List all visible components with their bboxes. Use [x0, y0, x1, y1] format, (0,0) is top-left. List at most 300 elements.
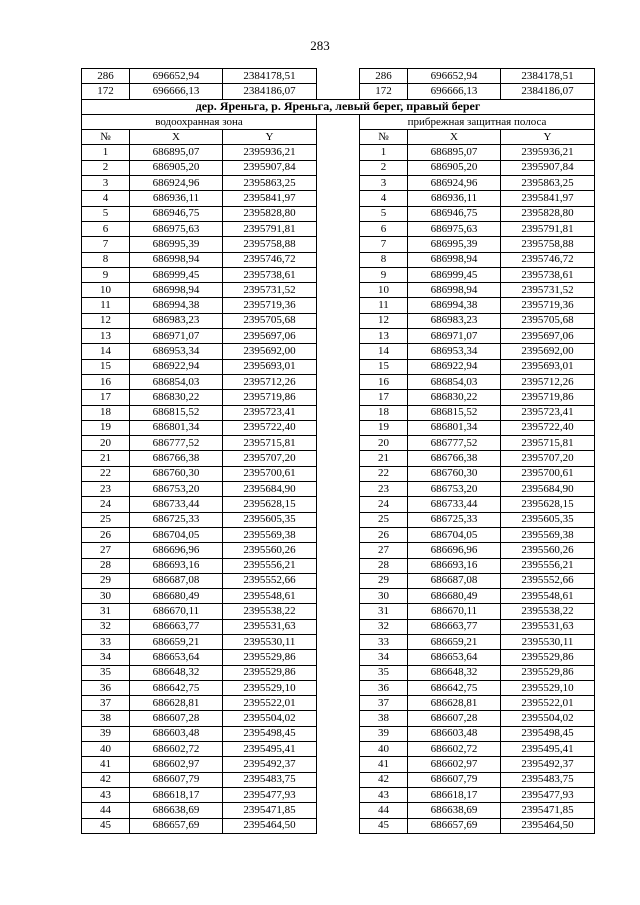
right-num-cell: 24 — [360, 497, 408, 512]
right-num-cell: 39 — [360, 726, 408, 741]
right-y-cell: 2395560,26 — [501, 543, 595, 558]
left-x-cell: 686725,33 — [130, 512, 223, 527]
table-row — [82, 451, 595, 466]
right-y-cell: 2395529,86 — [501, 650, 595, 665]
right-x-cell: 686922,94 — [408, 359, 501, 374]
left-num-cell: 44 — [82, 803, 130, 818]
right-y-cell: 2395692,00 — [501, 344, 595, 359]
right-y-cell: 2395530,11 — [501, 634, 595, 649]
table-row — [82, 696, 595, 711]
left-x-cell: 686680,49 — [130, 589, 223, 604]
column-gap — [317, 803, 360, 818]
table-row — [82, 665, 595, 680]
left-x-cell: 686603,48 — [130, 726, 223, 741]
column-gap — [317, 711, 360, 726]
column-gap — [317, 191, 360, 206]
right-y-cell: 2395471,85 — [501, 803, 595, 818]
left-x-cell: 686638,69 — [130, 803, 223, 818]
right-num-cell: 41 — [360, 757, 408, 772]
right-y-cell: 2395498,45 — [501, 726, 595, 741]
column-gap — [317, 665, 360, 680]
right-num-cell: 11 — [360, 298, 408, 313]
left-y-cell: 2395530,11 — [223, 634, 317, 649]
right-num-cell: 172 — [360, 84, 408, 99]
table-row — [82, 726, 595, 741]
left-x-cell: 686659,21 — [130, 634, 223, 649]
right-num-cell: 16 — [360, 374, 408, 389]
left-y-cell: 2395556,21 — [223, 558, 317, 573]
right-num-cell: 34 — [360, 650, 408, 665]
left-x-cell: 686607,79 — [130, 772, 223, 787]
column-gap — [317, 558, 360, 573]
column-gap — [317, 69, 360, 84]
right-y-cell: 2395907,84 — [501, 160, 595, 175]
left-y-cell: 2395477,93 — [223, 787, 317, 802]
column-gap — [317, 114, 360, 129]
right-x-cell: 686998,94 — [408, 283, 501, 298]
left-num-cell: 7 — [82, 237, 130, 252]
right-y-cell: 2395705,68 — [501, 313, 595, 328]
right-y-cell: 2395863,25 — [501, 176, 595, 191]
left-y-cell: 2395722,40 — [223, 420, 317, 435]
right-y-cell: 2395531,63 — [501, 619, 595, 634]
right-y-cell: 2384186,07 — [501, 84, 595, 99]
left-y-cell: 2395719,86 — [223, 390, 317, 405]
right-num-cell: 18 — [360, 405, 408, 420]
table-row — [82, 237, 595, 252]
left-num-cell: 6 — [82, 221, 130, 236]
right-num-cell: 14 — [360, 344, 408, 359]
left-num-cell: 5 — [82, 206, 130, 221]
left-y-cell: 2395731,52 — [223, 283, 317, 298]
left-y-cell: 2395538,22 — [223, 604, 317, 619]
table-row — [82, 742, 595, 757]
left-y-cell: 2395522,01 — [223, 696, 317, 711]
column-gap — [317, 313, 360, 328]
right-num-cell: 15 — [360, 359, 408, 374]
left-y-cell: 2395548,61 — [223, 589, 317, 604]
right-x-cell: 686663,77 — [408, 619, 501, 634]
section-title: дер. Яреньга, р. Яреньга, левый берег, правый берег — [82, 99, 595, 114]
right-num-cell: 35 — [360, 665, 408, 680]
table-row — [82, 573, 595, 588]
left-y-cell: 2395719,36 — [223, 298, 317, 313]
left-num-cell: 18 — [82, 405, 130, 420]
left-x-cell: 686704,05 — [130, 527, 223, 542]
column-gap — [317, 680, 360, 695]
table-row — [82, 527, 595, 542]
left-y-cell: 2395560,26 — [223, 543, 317, 558]
left-x-cell: 686663,77 — [130, 619, 223, 634]
right-num-cell: 3 — [360, 176, 408, 191]
column-gap — [317, 604, 360, 619]
left-num-header: № — [82, 130, 130, 145]
left-x-cell: 696666,13 — [130, 84, 223, 99]
right-num-cell: 17 — [360, 390, 408, 405]
table-row — [82, 359, 595, 374]
left-num-cell: 3 — [82, 176, 130, 191]
right-x-cell: 686995,39 — [408, 237, 501, 252]
left-y-cell: 2395907,84 — [223, 160, 317, 175]
section-title-row — [82, 99, 595, 114]
right-x-cell: 686766,38 — [408, 451, 501, 466]
column-gap — [317, 451, 360, 466]
right-x-cell: 686642,75 — [408, 680, 501, 695]
right-x-cell: 686777,52 — [408, 436, 501, 451]
left-y-cell: 2395758,88 — [223, 237, 317, 252]
left-x-cell: 686924,96 — [130, 176, 223, 191]
left-zone-title: водоохранная зона — [82, 114, 317, 129]
right-x-cell: 696666,13 — [408, 84, 501, 99]
left-y-cell: 2395707,20 — [223, 451, 317, 466]
column-gap — [317, 757, 360, 772]
right-x-cell: 686693,16 — [408, 558, 501, 573]
left-x-cell: 686648,32 — [130, 665, 223, 680]
left-x-cell: 686999,45 — [130, 267, 223, 282]
right-num-cell: 9 — [360, 267, 408, 282]
left-num-cell: 16 — [82, 374, 130, 389]
right-num-cell: 1 — [360, 145, 408, 160]
column-gap — [317, 420, 360, 435]
left-num-cell: 10 — [82, 283, 130, 298]
left-x-cell: 686854,03 — [130, 374, 223, 389]
right-y-cell: 2395707,20 — [501, 451, 595, 466]
left-num-cell: 33 — [82, 634, 130, 649]
left-y-cell: 2395569,38 — [223, 527, 317, 542]
left-x-cell: 686657,69 — [130, 818, 223, 833]
table-row — [82, 589, 595, 604]
right-num-cell: 12 — [360, 313, 408, 328]
column-gap — [317, 482, 360, 497]
right-x-cell: 686603,48 — [408, 726, 501, 741]
left-x-cell: 686946,75 — [130, 206, 223, 221]
column-gap — [317, 237, 360, 252]
coordinates-table — [81, 68, 595, 834]
right-x-cell: 686696,96 — [408, 543, 501, 558]
right-y-cell: 2395477,93 — [501, 787, 595, 802]
right-x-cell: 696652,94 — [408, 69, 501, 84]
table-row — [82, 436, 595, 451]
left-y-cell: 2395791,81 — [223, 221, 317, 236]
left-num-cell: 42 — [82, 772, 130, 787]
right-num-cell: 33 — [360, 634, 408, 649]
left-y-cell: 2395552,66 — [223, 573, 317, 588]
left-y-cell: 2395495,41 — [223, 742, 317, 757]
column-gap — [317, 650, 360, 665]
right-y-cell: 2395693,01 — [501, 359, 595, 374]
left-x-cell: 686693,16 — [130, 558, 223, 573]
left-num-cell: 40 — [82, 742, 130, 757]
left-x-cell: 696652,94 — [130, 69, 223, 84]
left-x-cell: 686995,39 — [130, 237, 223, 252]
left-y-cell: 2395746,72 — [223, 252, 317, 267]
right-num-cell: 5 — [360, 206, 408, 221]
left-num-cell: 13 — [82, 329, 130, 344]
column-gap — [317, 466, 360, 481]
right-x-cell: 686602,72 — [408, 742, 501, 757]
left-num-cell: 20 — [82, 436, 130, 451]
right-y-cell: 2395483,75 — [501, 772, 595, 787]
right-y-cell: 2395723,41 — [501, 405, 595, 420]
right-num-cell: 26 — [360, 527, 408, 542]
table-row — [82, 313, 595, 328]
left-num-cell: 172 — [82, 84, 130, 99]
right-x-cell: 686680,49 — [408, 589, 501, 604]
right-y-cell: 2395841,97 — [501, 191, 595, 206]
table-row — [82, 329, 595, 344]
left-num-cell: 37 — [82, 696, 130, 711]
left-num-cell: 21 — [82, 451, 130, 466]
left-y-cell: 2395504,02 — [223, 711, 317, 726]
right-x-cell: 686628,81 — [408, 696, 501, 711]
left-y-cell: 2395529,86 — [223, 650, 317, 665]
table-row — [82, 390, 595, 405]
table-row — [82, 604, 595, 619]
right-x-cell: 686607,79 — [408, 772, 501, 787]
left-num-cell: 25 — [82, 512, 130, 527]
left-x-cell: 686753,20 — [130, 482, 223, 497]
right-x-cell: 686657,69 — [408, 818, 501, 833]
left-x-cell: 686801,34 — [130, 420, 223, 435]
table-row — [82, 803, 595, 818]
left-num-cell: 286 — [82, 69, 130, 84]
table-row — [82, 69, 595, 84]
left-y-cell: 2384186,07 — [223, 84, 317, 99]
column-gap — [317, 436, 360, 451]
right-x-cell: 686648,32 — [408, 665, 501, 680]
right-num-cell: 29 — [360, 573, 408, 588]
right-x-cell: 686687,08 — [408, 573, 501, 588]
column-header-row — [82, 130, 595, 145]
right-x-cell: 686704,05 — [408, 527, 501, 542]
right-num-cell: 23 — [360, 482, 408, 497]
left-y-header: Y — [223, 130, 317, 145]
right-x-cell: 686983,23 — [408, 313, 501, 328]
table-row — [82, 221, 595, 236]
left-x-cell: 686998,94 — [130, 252, 223, 267]
left-x-cell: 686994,38 — [130, 298, 223, 313]
right-y-cell: 2395529,10 — [501, 680, 595, 695]
left-y-cell: 2395715,81 — [223, 436, 317, 451]
left-x-cell: 686953,34 — [130, 344, 223, 359]
left-x-cell: 686696,96 — [130, 543, 223, 558]
right-y-cell: 2395529,86 — [501, 665, 595, 680]
left-y-cell: 2395692,00 — [223, 344, 317, 359]
left-x-cell: 686998,94 — [130, 283, 223, 298]
right-num-cell: 22 — [360, 466, 408, 481]
left-x-cell: 686830,22 — [130, 390, 223, 405]
left-y-cell: 2395684,90 — [223, 482, 317, 497]
right-x-cell: 686815,52 — [408, 405, 501, 420]
left-num-cell: 38 — [82, 711, 130, 726]
right-num-cell: 25 — [360, 512, 408, 527]
left-y-cell: 2384178,51 — [223, 69, 317, 84]
right-x-cell: 686638,69 — [408, 803, 501, 818]
left-num-cell: 32 — [82, 619, 130, 634]
column-gap — [317, 283, 360, 298]
right-num-cell: 31 — [360, 604, 408, 619]
column-gap — [317, 344, 360, 359]
right-y-cell: 2395722,40 — [501, 420, 595, 435]
right-x-cell: 686659,21 — [408, 634, 501, 649]
left-x-cell: 686975,63 — [130, 221, 223, 236]
right-num-cell: 19 — [360, 420, 408, 435]
table-row — [82, 176, 595, 191]
right-num-cell: 45 — [360, 818, 408, 833]
left-x-cell: 686618,17 — [130, 787, 223, 802]
left-y-cell: 2395492,37 — [223, 757, 317, 772]
left-x-cell: 686815,52 — [130, 405, 223, 420]
right-num-cell: 10 — [360, 283, 408, 298]
left-x-cell: 686628,81 — [130, 696, 223, 711]
table-row — [82, 298, 595, 313]
right-num-cell: 27 — [360, 543, 408, 558]
right-num-cell: 40 — [360, 742, 408, 757]
page-number: 283 — [310, 38, 330, 53]
table-row — [82, 558, 595, 573]
right-y-cell: 2395522,01 — [501, 696, 595, 711]
right-num-cell: 6 — [360, 221, 408, 236]
column-gap — [317, 497, 360, 512]
left-y-cell: 2395828,80 — [223, 206, 317, 221]
right-y-cell: 2395746,72 — [501, 252, 595, 267]
right-num-cell: 7 — [360, 237, 408, 252]
coordinates-table-body — [82, 69, 595, 834]
right-y-cell: 2395758,88 — [501, 237, 595, 252]
right-x-cell: 686733,44 — [408, 497, 501, 512]
left-x-cell: 686936,11 — [130, 191, 223, 206]
column-gap — [317, 374, 360, 389]
right-x-cell: 686653,64 — [408, 650, 501, 665]
left-x-cell: 686971,07 — [130, 329, 223, 344]
left-y-cell: 2395628,15 — [223, 497, 317, 512]
right-y-cell: 2395605,35 — [501, 512, 595, 527]
right-y-cell: 2384178,51 — [501, 69, 595, 84]
table-row — [82, 512, 595, 527]
left-x-cell: 686653,64 — [130, 650, 223, 665]
right-x-cell: 686994,38 — [408, 298, 501, 313]
left-num-cell: 30 — [82, 589, 130, 604]
right-num-cell: 28 — [360, 558, 408, 573]
right-x-cell: 686830,22 — [408, 390, 501, 405]
left-num-cell: 27 — [82, 543, 130, 558]
right-y-cell: 2395556,21 — [501, 558, 595, 573]
table-row — [82, 818, 595, 833]
right-x-cell: 686971,07 — [408, 329, 501, 344]
table-row — [82, 482, 595, 497]
left-num-cell: 26 — [82, 527, 130, 542]
left-y-cell: 2395464,50 — [223, 818, 317, 833]
left-num-cell: 8 — [82, 252, 130, 267]
right-x-cell: 686602,97 — [408, 757, 501, 772]
right-num-cell: 13 — [360, 329, 408, 344]
column-gap — [317, 543, 360, 558]
left-num-cell: 11 — [82, 298, 130, 313]
right-x-cell: 686953,34 — [408, 344, 501, 359]
table-row — [82, 405, 595, 420]
right-num-cell: 21 — [360, 451, 408, 466]
column-gap — [317, 390, 360, 405]
left-num-cell: 23 — [82, 482, 130, 497]
column-gap — [317, 512, 360, 527]
right-num-cell: 42 — [360, 772, 408, 787]
column-gap — [317, 787, 360, 802]
left-x-cell: 686733,44 — [130, 497, 223, 512]
left-y-cell: 2395531,63 — [223, 619, 317, 634]
right-y-cell: 2395936,21 — [501, 145, 595, 160]
left-y-cell: 2395705,68 — [223, 313, 317, 328]
left-y-cell: 2395723,41 — [223, 405, 317, 420]
right-y-cell: 2395464,50 — [501, 818, 595, 833]
right-x-header: X — [408, 130, 501, 145]
right-y-cell: 2395791,81 — [501, 221, 595, 236]
table-row — [82, 680, 595, 695]
column-gap — [317, 619, 360, 634]
table-row — [82, 267, 595, 282]
left-num-cell: 12 — [82, 313, 130, 328]
column-gap — [317, 589, 360, 604]
table-row — [82, 497, 595, 512]
left-x-cell: 686922,94 — [130, 359, 223, 374]
column-gap — [317, 221, 360, 236]
table-row — [82, 650, 595, 665]
left-x-cell: 686670,11 — [130, 604, 223, 619]
right-num-cell: 8 — [360, 252, 408, 267]
left-num-cell: 9 — [82, 267, 130, 282]
right-x-cell: 686753,20 — [408, 482, 501, 497]
table-row — [82, 466, 595, 481]
table-row — [82, 344, 595, 359]
right-x-cell: 686895,07 — [408, 145, 501, 160]
column-gap — [317, 267, 360, 282]
left-x-cell: 686687,08 — [130, 573, 223, 588]
table-row — [82, 145, 595, 160]
left-y-cell: 2395863,25 — [223, 176, 317, 191]
left-y-cell: 2395498,45 — [223, 726, 317, 741]
left-x-cell: 686777,52 — [130, 436, 223, 451]
left-num-cell: 45 — [82, 818, 130, 833]
left-x-cell: 686766,38 — [130, 451, 223, 466]
right-y-cell: 2395628,15 — [501, 497, 595, 512]
left-x-cell: 686760,30 — [130, 466, 223, 481]
left-num-cell: 14 — [82, 344, 130, 359]
right-y-cell: 2395548,61 — [501, 589, 595, 604]
column-gap — [317, 742, 360, 757]
column-gap — [317, 359, 360, 374]
right-y-cell: 2395700,61 — [501, 466, 595, 481]
left-y-cell: 2395693,01 — [223, 359, 317, 374]
left-num-cell: 17 — [82, 390, 130, 405]
left-x-header: X — [130, 130, 223, 145]
left-num-cell: 36 — [82, 680, 130, 695]
left-num-cell: 28 — [82, 558, 130, 573]
right-x-cell: 686618,17 — [408, 787, 501, 802]
left-num-cell: 24 — [82, 497, 130, 512]
left-x-cell: 686983,23 — [130, 313, 223, 328]
table-row — [82, 787, 595, 802]
right-x-cell: 686946,75 — [408, 206, 501, 221]
left-x-cell: 686895,07 — [130, 145, 223, 160]
left-num-cell: 2 — [82, 160, 130, 175]
left-x-cell: 686602,97 — [130, 757, 223, 772]
column-gap — [317, 176, 360, 191]
right-zone-title: прибрежная защитная полоса — [360, 114, 595, 129]
left-num-cell: 41 — [82, 757, 130, 772]
right-x-cell: 686999,45 — [408, 267, 501, 282]
right-y-cell: 2395731,52 — [501, 283, 595, 298]
column-gap — [317, 573, 360, 588]
left-y-cell: 2395471,85 — [223, 803, 317, 818]
